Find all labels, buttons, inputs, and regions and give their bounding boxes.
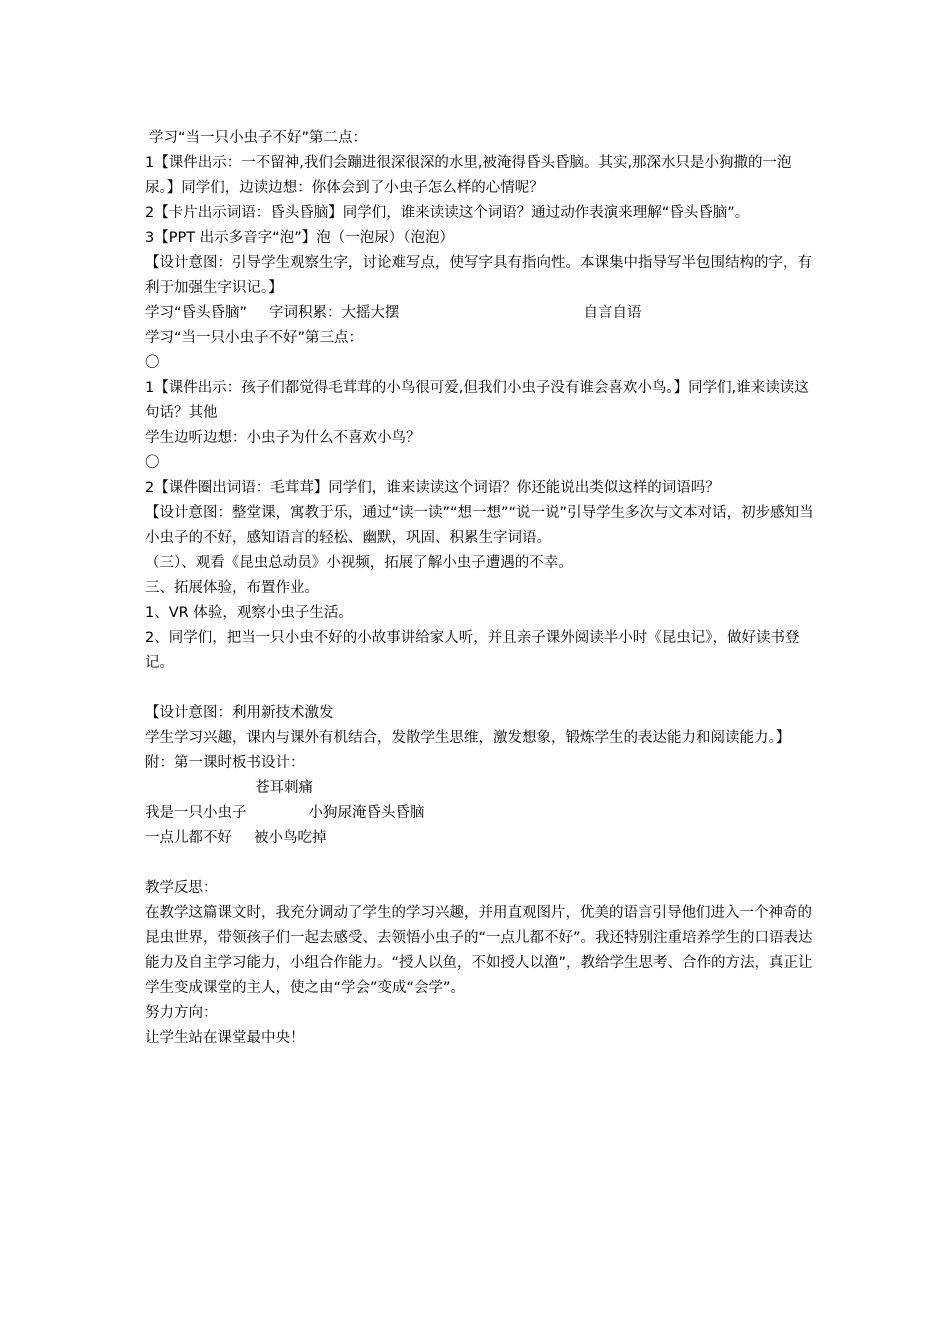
document-body (145, 126, 815, 1051)
paragraph: （三）、观看《昆虫总动员》小视频，拓展了解小虫子遭遇的不幸。 (145, 555, 573, 571)
direction-heading: 努力方向： (145, 1005, 218, 1021)
paragraph: 3【PPT 出示多音字“泡”】泡（一泡尿）（泡泡） (145, 230, 454, 246)
circle-marker: 〇 (145, 455, 160, 471)
paragraph: 学习“当一只小虫子不好”第三点： (145, 330, 364, 346)
text-segment: 我是一只小虫子 (145, 805, 247, 821)
paragraph: 1、VR 体验，观察小虫子生活。 (145, 605, 353, 621)
paragraph: 让学生站在课堂最中央！ (145, 1030, 305, 1046)
paragraph: 1【课件出示：孩子们都觉得毛茸茸的小鸟很可爱,但我们小虫子没有谁会喜欢小鸟。】同学们,谁来读读这句话？其他 (145, 380, 809, 421)
section-heading: 三、拓展体验，布置作业。 (145, 580, 319, 596)
paragraph: 在教学这篇课文时，我充分调动了学生的学习兴趣，并用直观图片，优美的语言引导他们进入一个神奇的昆虫世界，带领孩子们一起去感受、去领悟小虫子的“一点儿都不好”。我还特别注重培养学生的口语表达能力及自主学习能力，小组合作能力。“授人以鱼，不如授人以渔”，教给学生思考、合作的方法，真正让学生变成课堂的主人，使之由“学会”变成“会学”。 (145, 905, 813, 996)
paragraph: 2【课件圈出词语：毛茸茸】同学们，谁来读读这个词语？你还能说出类似这样的词语吗？ (145, 480, 720, 496)
text-segment: 被小鸟吃掉 (254, 830, 327, 846)
design-intent-note: 【设计意图：整堂课，寓教于乐，通过“读一读”“想一想”“说一说”引导学生多次与文本对话，初步感知当小虫子的不好，感知语言的轻松、幽默，巩固、积累生字词语。 (145, 505, 814, 546)
text-segment: 自言自语 (583, 305, 642, 321)
reflection-heading: 教学反思： (145, 880, 218, 896)
circle-marker: 〇 (145, 355, 160, 371)
board-line (145, 801, 815, 826)
paragraph: 学生边听边想：小虫子为什么不喜欢小鸟？ (145, 430, 421, 446)
text-segment: 学习“昏头昏脑” (145, 305, 248, 321)
design-intent-note: 【设计意图：利用新技术激发 (145, 705, 334, 721)
text-segment: 一点儿都不好 (145, 830, 232, 846)
paragraph: 1【课件出示：一不留神,我们会蹦进很深很深的水里,被淹得昏头昏脑。其实,那深水只是小狗撒的一泡尿。】同学们，边读边想：你体会到了小虫子怎么样的心情呢？ (145, 155, 792, 196)
text-segment: 字词积累：大摇大摆 (269, 305, 400, 321)
board-line: 苍耳刺痛 (255, 780, 313, 796)
paragraph: 2、同学们，把当一只小虫不好的小故事讲给家人听，并且亲子课外阅读半小时《昆虫记》，做好读书登记。 (145, 630, 800, 671)
paragraph: 学习“当一只小虫子不好”第二点： (149, 130, 368, 146)
text-segment: 小狗尿淹昏头昏脑 (308, 805, 425, 821)
paragraph (145, 301, 815, 326)
paragraph: 学生学习兴趣，课内与课外有机结合，发散学生思维，激发想象，锻炼学生的表达能力和阅读能力。】 (145, 730, 791, 746)
paragraph: 2【卡片出示词语：昏头昏脑】同学们，谁来读读这个词语？通过动作表演来理解“昏头昏脑”。 (145, 205, 750, 221)
design-intent-note: 【设计意图：引导学生观察生字，讨论难写点，使写字具有指向性。本课集中指导写半包围结构的字，有利于加强生字识记。】 (145, 255, 812, 296)
board-design-heading: 附：第一课时板书设计： (145, 755, 305, 771)
board-line (145, 826, 815, 851)
